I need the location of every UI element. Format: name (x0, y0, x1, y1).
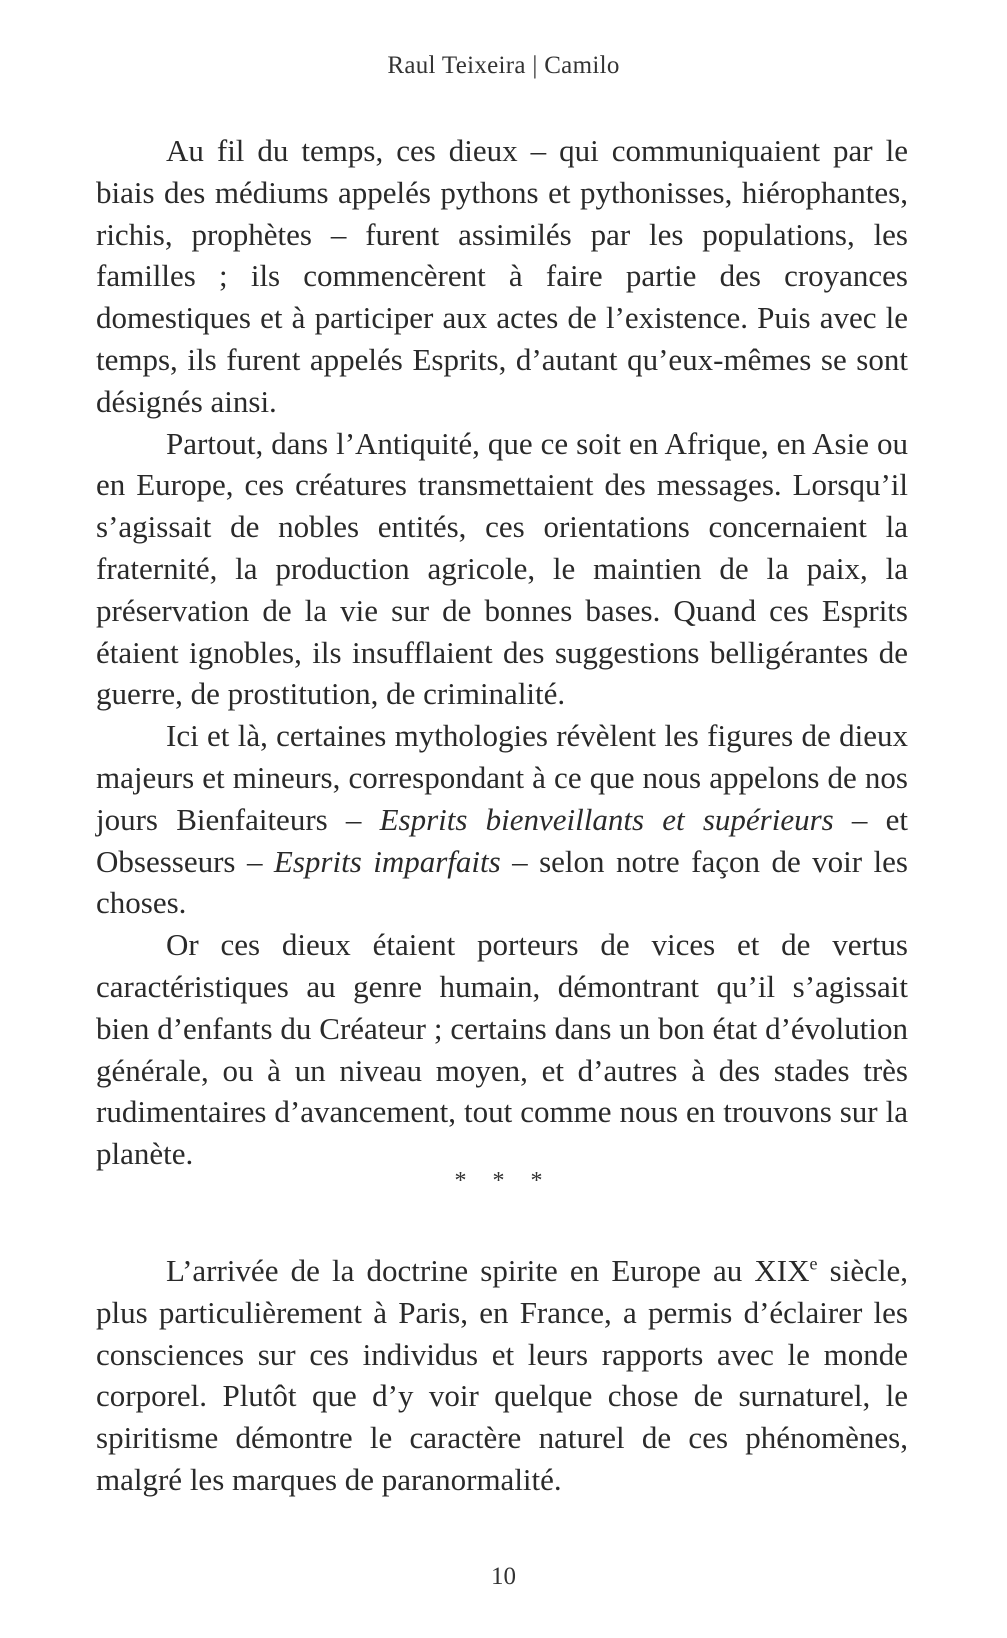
paragraph-3-text-b: – et Obsesseurs – (96, 801, 909, 879)
paragraph-4: Or ces dieux étaient porteurs de vices et de vertus caractéristiques au genre humain, démontrant qu’il s’agissait bien d’enfants du Créateur ; certains dans un bon état d’évolution générale, ou à un niveau moyen, et d’autres à des stades très rudimentaires d’avancement, tout comme nous en trouvons sur la planète. (96, 927, 908, 1172)
running-head: Raul Teixeira | Camilo (387, 52, 620, 79)
italic-imperfect-spirits: Esprits imparfaits (273, 843, 501, 879)
body-text-section-1 (96, 130, 908, 1175)
paragraph-5-text-b: siècle, plus particulièrement à Paris, en France, a permis d’éclairer les consciences sur ces individus et leurs rapports avec le monde corporel. Plutôt que d’y voir quelque chose de surnaturel, le spiritisme démontre le caractère naturel de ces phénomènes, malgré les marques de paranormalité. (96, 1253, 908, 1497)
paragraph-2: Partout, dans l’Antiquité, que ce soit en Afrique, en Asie ou en Europe, ces créatures transmettaient des messages. Lorsqu’il s’agissait de nobles entités, ces orientations concernaient la fraternité, la production agricole, le maintien de la paix, la préservation de la vie sur de bonnes bases. Quand ces Esprits étaient ignobles, ils insufflaient des suggestions belligérantes de guerre, de prostitution, de criminalité. (96, 425, 908, 712)
paragraph-1: Au fil du temps, ces dieux – qui communiquaient par le biais des médiums appelés pythons et pythonisses, hiérophantes, richis, prophètes – furent assimilés par les populations, les familles ; ils commencèrent à faire partie des croyances domestiques et à participer aux actes de l’existence. Puis avec le temps, ils furent appelés Esprits, d’autant qu’eux-mêmes se sont désignés ainsi. (96, 133, 908, 419)
paragraph-3-text-c: – selon notre façon de voir les choses. (96, 843, 908, 921)
page-number: 10 (491, 1563, 516, 1590)
paragraph-5-text-a: L’arrivée de la doctrine spirite en Europe au XIX (166, 1253, 810, 1288)
section-separator: * * * (454, 1168, 553, 1194)
century-superscript: e (809, 1253, 818, 1274)
paragraph-3-text-a: Ici et là, certaines mythologies révèlent les figures de dieux majeurs et mineurs, correspondant à ce que nous appelons de nos jours Bienfaiteurs – (96, 718, 908, 837)
paragraph-3 (96, 715, 908, 924)
italic-benevolent-spirits: Esprits bienveillants et supérieurs (379, 801, 834, 837)
body-text-section-2 (96, 1250, 908, 1501)
paragraph-5 (96, 1250, 908, 1501)
